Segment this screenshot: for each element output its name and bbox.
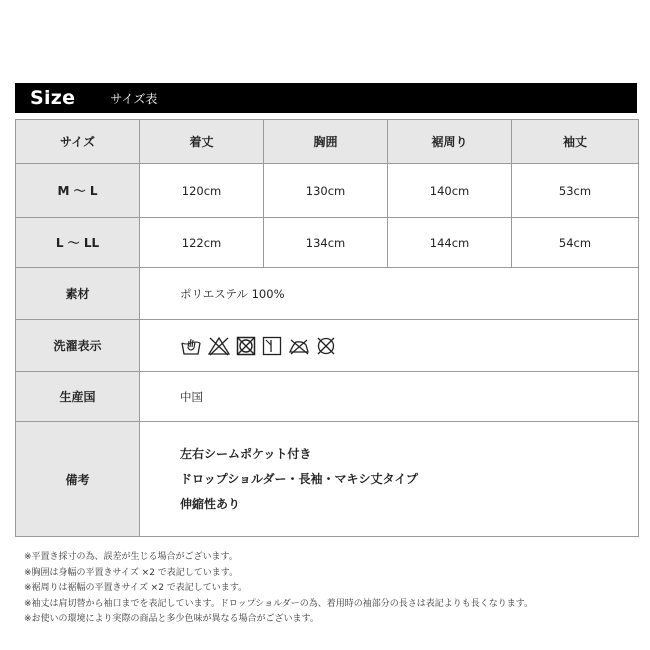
header-title: Size [30,87,76,109]
column-header: 袖丈 [512,120,639,164]
notes-line: 伸縮性あり [180,496,241,511]
header-subtitle: サイズ表 [110,91,158,106]
column-header: 裾周り [388,120,512,164]
material-label: 素材 [16,268,140,320]
care-row [16,320,639,372]
table-row [16,218,639,268]
notes-line: ドロップショルダー・長袖・マキシ丈タイプ [180,471,418,486]
table-cell: 120cm [140,164,264,218]
notes-list [180,442,638,517]
care-icons-cell [140,320,639,372]
no-bleach-icon [208,336,230,356]
material-row [16,268,639,320]
footnote: ※お使いの環境により実際の商品と多少色味が異なる場合がございます。 [24,614,319,624]
origin-row [16,372,639,422]
notes-line: 左右シームポケット付き [180,446,312,461]
no-iron-icon [288,336,310,356]
table-cell: 130cm [264,164,388,218]
footnote: ※胸囲は身幅の平置きサイズ ×2 で表記しています。 [24,567,239,578]
no-dry-clean-icon [316,336,336,356]
table-header-row [16,120,639,164]
table-row [16,164,639,218]
column-header: 胸囲 [264,120,388,164]
column-header: 着丈 [140,120,264,164]
footnotes [24,550,533,628]
column-header: サイズ [16,120,140,164]
size-label: M 〜 L [16,164,140,218]
notes-cell [140,422,639,537]
material-value: ポリエステル 100% [140,268,639,320]
notes-label: 備考 [16,422,140,537]
no-tumble-dry-icon [236,336,256,356]
table-cell: 122cm [140,218,264,268]
care-icons [180,336,638,356]
origin-value: 中国 [140,372,639,422]
table-cell: 140cm [388,164,512,218]
size-header-bar [15,83,637,113]
size-label: L 〜 LL [16,218,140,268]
footnote: ※裾周りは裾幅の平置きサイズ ×2 で表記しています。 [24,583,248,593]
table-cell: 144cm [388,218,512,268]
footnote: ※平置き採寸の為、誤差が生じる場合がございます。 [24,552,238,562]
footnote: ※袖丈は肩切替から袖口までを表記しています。ドロップショルダーの為、着用時の袖部分の長さは表記よりも長くなります。 [24,598,534,609]
hand-wash-icon [180,336,202,356]
size-table [15,119,639,537]
notes-row [16,422,639,537]
table-cell: 134cm [264,218,388,268]
line-dry-icon [262,336,282,356]
table-cell: 54cm [512,218,639,268]
table-cell: 53cm [512,164,639,218]
origin-label: 生産国 [16,372,140,422]
care-label: 洗濯表示 [16,320,140,372]
